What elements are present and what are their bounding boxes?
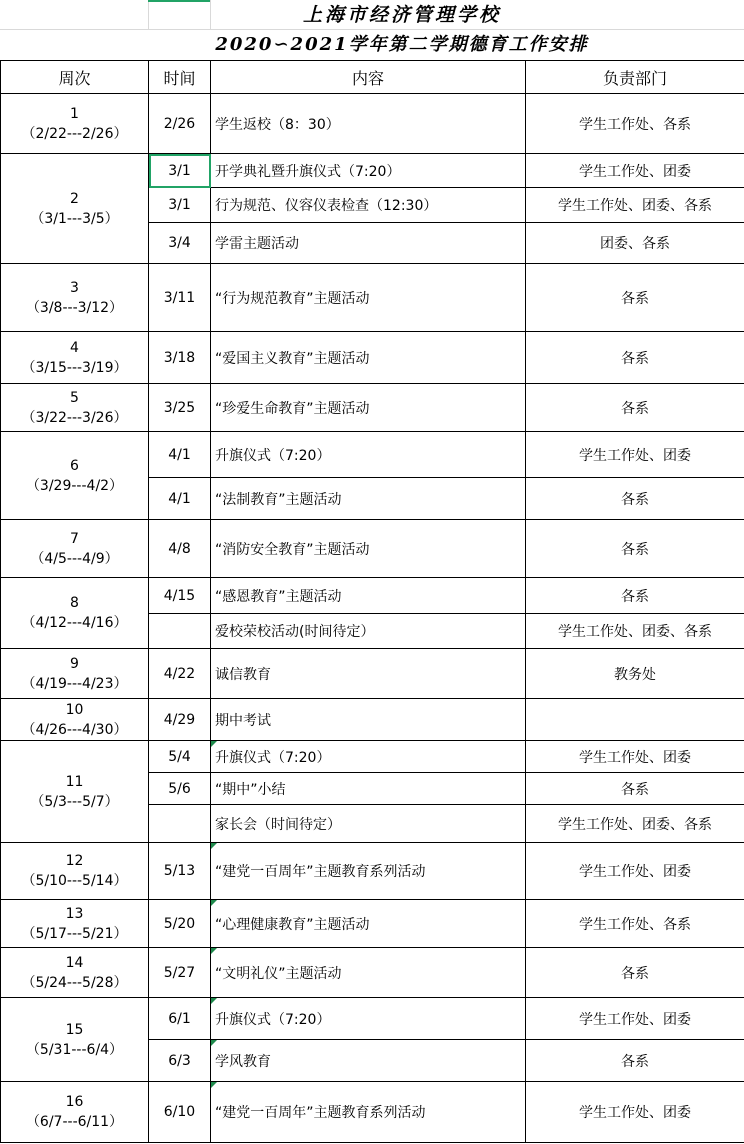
- table-row: [1, 699, 744, 741]
- date-cell[interactable]: 5/13: [149, 843, 211, 900]
- week-cell[interactable]: [1, 432, 149, 520]
- week-number: 13: [65, 905, 84, 922]
- dept-cell[interactable]: 各系: [526, 478, 744, 520]
- week-range: （4/5---4/9）: [30, 550, 119, 567]
- date-cell[interactable]: [149, 614, 211, 649]
- content-cell[interactable]: “法制教育”主题活动: [211, 478, 526, 520]
- week-range: （5/17---5/21）: [21, 925, 128, 942]
- week-number: 9: [70, 655, 79, 672]
- content-cell[interactable]: 升旗仪式（7:20）: [211, 432, 526, 478]
- week-number: 11: [65, 773, 84, 790]
- date-cell[interactable]: 5/20: [149, 900, 211, 948]
- dept-cell[interactable]: 学生工作处、团委: [526, 432, 744, 478]
- header-content[interactable]: 内容: [211, 61, 526, 94]
- schedule-body: [1, 94, 744, 1143]
- week-range: （5/24---5/28）: [21, 974, 128, 991]
- content-cell[interactable]: 升旗仪式（7:20）: [211, 998, 526, 1040]
- date-cell[interactable]: 3/1: [149, 154, 211, 188]
- date-cell[interactable]: 3/1: [149, 188, 211, 223]
- week-number: 15: [65, 1021, 84, 1038]
- dept-cell[interactable]: 学生工作处、团委: [526, 741, 744, 773]
- table-row: [1, 578, 744, 614]
- table-row: [1, 741, 744, 773]
- content-cell[interactable]: “感恩教育”主题活动: [211, 578, 526, 614]
- dept-cell[interactable]: 各系: [526, 264, 744, 332]
- date-cell[interactable]: 3/25: [149, 384, 211, 432]
- week-number: 5: [70, 389, 79, 406]
- week-cell[interactable]: [1, 998, 149, 1082]
- date-cell[interactable]: 4/1: [149, 478, 211, 520]
- date-cell[interactable]: 4/29: [149, 699, 211, 741]
- dept-cell[interactable]: 学生工作处、团委: [526, 843, 744, 900]
- dept-cell[interactable]: 学生工作处、团委、各系: [526, 614, 744, 649]
- week-number: 16: [65, 1094, 84, 1110]
- week-cell[interactable]: [1, 843, 149, 900]
- content-cell[interactable]: 开学典礼暨升旗仪式（7:20）: [211, 154, 526, 188]
- date-cell[interactable]: 4/15: [149, 578, 211, 614]
- date-cell[interactable]: 4/1: [149, 432, 211, 478]
- dept-cell[interactable]: 各系: [526, 773, 744, 805]
- schedule-title: 2020∽2021学年第二学期德育工作安排: [215, 34, 589, 55]
- content-cell[interactable]: “心理健康教育”主题活动: [211, 900, 526, 948]
- dept-cell[interactable]: 学生工作处、各系: [526, 900, 744, 948]
- table-row: [1, 264, 744, 332]
- dept-cell[interactable]: 学生工作处、各系: [526, 94, 744, 154]
- dept-cell[interactable]: 各系: [526, 578, 744, 614]
- dept-cell[interactable]: 学生工作处、团委、各系: [526, 188, 744, 223]
- content-cell[interactable]: “文明礼仪”主题活动: [211, 948, 526, 998]
- week-number: 3: [70, 279, 79, 296]
- dept-cell[interactable]: [526, 699, 744, 741]
- content-cell[interactable]: “建党一百周年”主题教育系列活动: [211, 1082, 526, 1143]
- week-number: 4: [70, 339, 79, 356]
- dept-cell[interactable]: 各系: [526, 520, 744, 578]
- header-week[interactable]: 周次: [1, 61, 149, 94]
- content-cell[interactable]: 家长会（时间待定）: [211, 805, 526, 843]
- date-cell[interactable]: [149, 805, 211, 843]
- week-range: （5/10---5/14）: [21, 873, 128, 889]
- date-cell[interactable]: 3/11: [149, 264, 211, 332]
- week-number: 8: [70, 595, 79, 611]
- content-cell[interactable]: “行为规范教育”主题活动: [211, 264, 526, 332]
- week-number: 2: [70, 190, 79, 207]
- week-cell[interactable]: [1, 578, 149, 649]
- week-number: 1: [70, 105, 79, 122]
- week-range: （3/22---3/26）: [21, 409, 128, 426]
- week-cell[interactable]: [1, 649, 149, 699]
- content-cell[interactable]: 期中考试: [211, 699, 526, 741]
- date-cell[interactable]: 5/27: [149, 948, 211, 998]
- dept-cell[interactable]: 团委、各系: [526, 223, 744, 264]
- content-cell[interactable]: 学生返校（8：30）: [211, 94, 526, 154]
- week-number: 7: [70, 530, 79, 547]
- table-row: [1, 154, 744, 188]
- week-cell[interactable]: [1, 154, 149, 264]
- content-cell[interactable]: 升旗仪式（7:20）: [211, 741, 526, 773]
- table-row: [1, 520, 744, 578]
- content-cell[interactable]: “爱国主义教育”主题活动: [211, 332, 526, 384]
- week-cell[interactable]: [1, 948, 149, 998]
- week-range: （3/15---3/19）: [21, 359, 128, 376]
- date-cell[interactable]: 4/22: [149, 649, 211, 699]
- week-cell[interactable]: [1, 741, 149, 843]
- table-row: [1, 900, 744, 948]
- table-row: [1, 948, 744, 998]
- week-number: 12: [65, 853, 84, 869]
- content-cell[interactable]: “消防安全教育”主题活动: [211, 520, 526, 578]
- week-number: 6: [70, 457, 79, 474]
- dept-cell[interactable]: 各系: [526, 332, 744, 384]
- header-row: [1, 61, 744, 94]
- date-cell[interactable]: 6/3: [149, 1040, 211, 1082]
- week-number: 10: [65, 701, 84, 718]
- week-cell[interactable]: [1, 384, 149, 432]
- week-range: （4/19---4/23）: [21, 675, 128, 692]
- content-cell[interactable]: 爱校荣校活动(时间待定）: [211, 614, 526, 649]
- table-row: [1, 1082, 744, 1143]
- content-cell[interactable]: 学雷主题活动: [211, 223, 526, 264]
- dept-cell[interactable]: 各系: [526, 948, 744, 998]
- table-row: [1, 649, 744, 699]
- week-range: （5/31---6/4）: [25, 1041, 124, 1058]
- week-cell[interactable]: [1, 699, 149, 741]
- dept-cell[interactable]: 教务处: [526, 649, 744, 699]
- dept-cell[interactable]: 学生工作处、团委: [526, 1082, 744, 1143]
- dept-cell[interactable]: 学生工作处、团委: [526, 154, 744, 188]
- week-cell[interactable]: [1, 264, 149, 332]
- date-cell[interactable]: 6/10: [149, 1082, 211, 1143]
- week-range: （3/29---4/2）: [25, 477, 124, 494]
- dept-cell[interactable]: 学生工作处、团委、各系: [526, 805, 744, 843]
- table-row: [1, 998, 744, 1040]
- dept-cell[interactable]: 各系: [526, 384, 744, 432]
- date-cell[interactable]: 3/18: [149, 332, 211, 384]
- week-range: （6/7---6/11）: [25, 1114, 124, 1130]
- date-cell[interactable]: 6/1: [149, 998, 211, 1040]
- week-range: （4/12---4/16）: [21, 615, 128, 631]
- table-row: [1, 332, 744, 384]
- date-cell[interactable]: 2/26: [149, 94, 211, 154]
- date-cell[interactable]: 3/4: [149, 223, 211, 264]
- table-row: [1, 843, 744, 900]
- table-row: [1, 432, 744, 478]
- table-row: [1, 384, 744, 432]
- week-number: 14: [65, 954, 84, 971]
- table-row: [1, 94, 744, 154]
- content-cell[interactable]: 行为规范、仪容仪表检查（12:30）: [211, 188, 526, 223]
- dept-cell[interactable]: 各系: [526, 1040, 744, 1082]
- content-cell[interactable]: 学风教育: [211, 1040, 526, 1082]
- schedule-table: [0, 60, 744, 1143]
- header-time[interactable]: 时间: [149, 61, 211, 94]
- content-cell[interactable]: “建党一百周年”主题教育系列活动: [211, 843, 526, 900]
- week-range: （5/3---5/7）: [30, 793, 119, 810]
- date-cell[interactable]: 5/4: [149, 741, 211, 773]
- content-cell[interactable]: “珍爱生命教育”主题活动: [211, 384, 526, 432]
- week-range: （4/26---4/30）: [21, 721, 128, 738]
- content-cell[interactable]: 诚信教育: [211, 649, 526, 699]
- date-cell[interactable]: 5/6: [149, 773, 211, 805]
- week-range: （2/22---2/26）: [21, 125, 128, 142]
- school-title: 上海市经济管理学校: [302, 4, 501, 26]
- week-range: （3/1---3/5）: [30, 210, 119, 227]
- week-cell[interactable]: [1, 332, 149, 384]
- week-range: （3/8---3/12）: [25, 299, 124, 316]
- header-dept[interactable]: 负责部门: [526, 61, 744, 94]
- content-cell[interactable]: “期中”小结: [211, 773, 526, 805]
- week-cell[interactable]: [1, 520, 149, 578]
- week-cell[interactable]: [1, 1082, 149, 1143]
- week-cell[interactable]: [1, 94, 149, 154]
- dept-cell[interactable]: 学生工作处、团委: [526, 998, 744, 1040]
- week-cell[interactable]: [1, 900, 149, 948]
- date-cell[interactable]: 4/8: [149, 520, 211, 578]
